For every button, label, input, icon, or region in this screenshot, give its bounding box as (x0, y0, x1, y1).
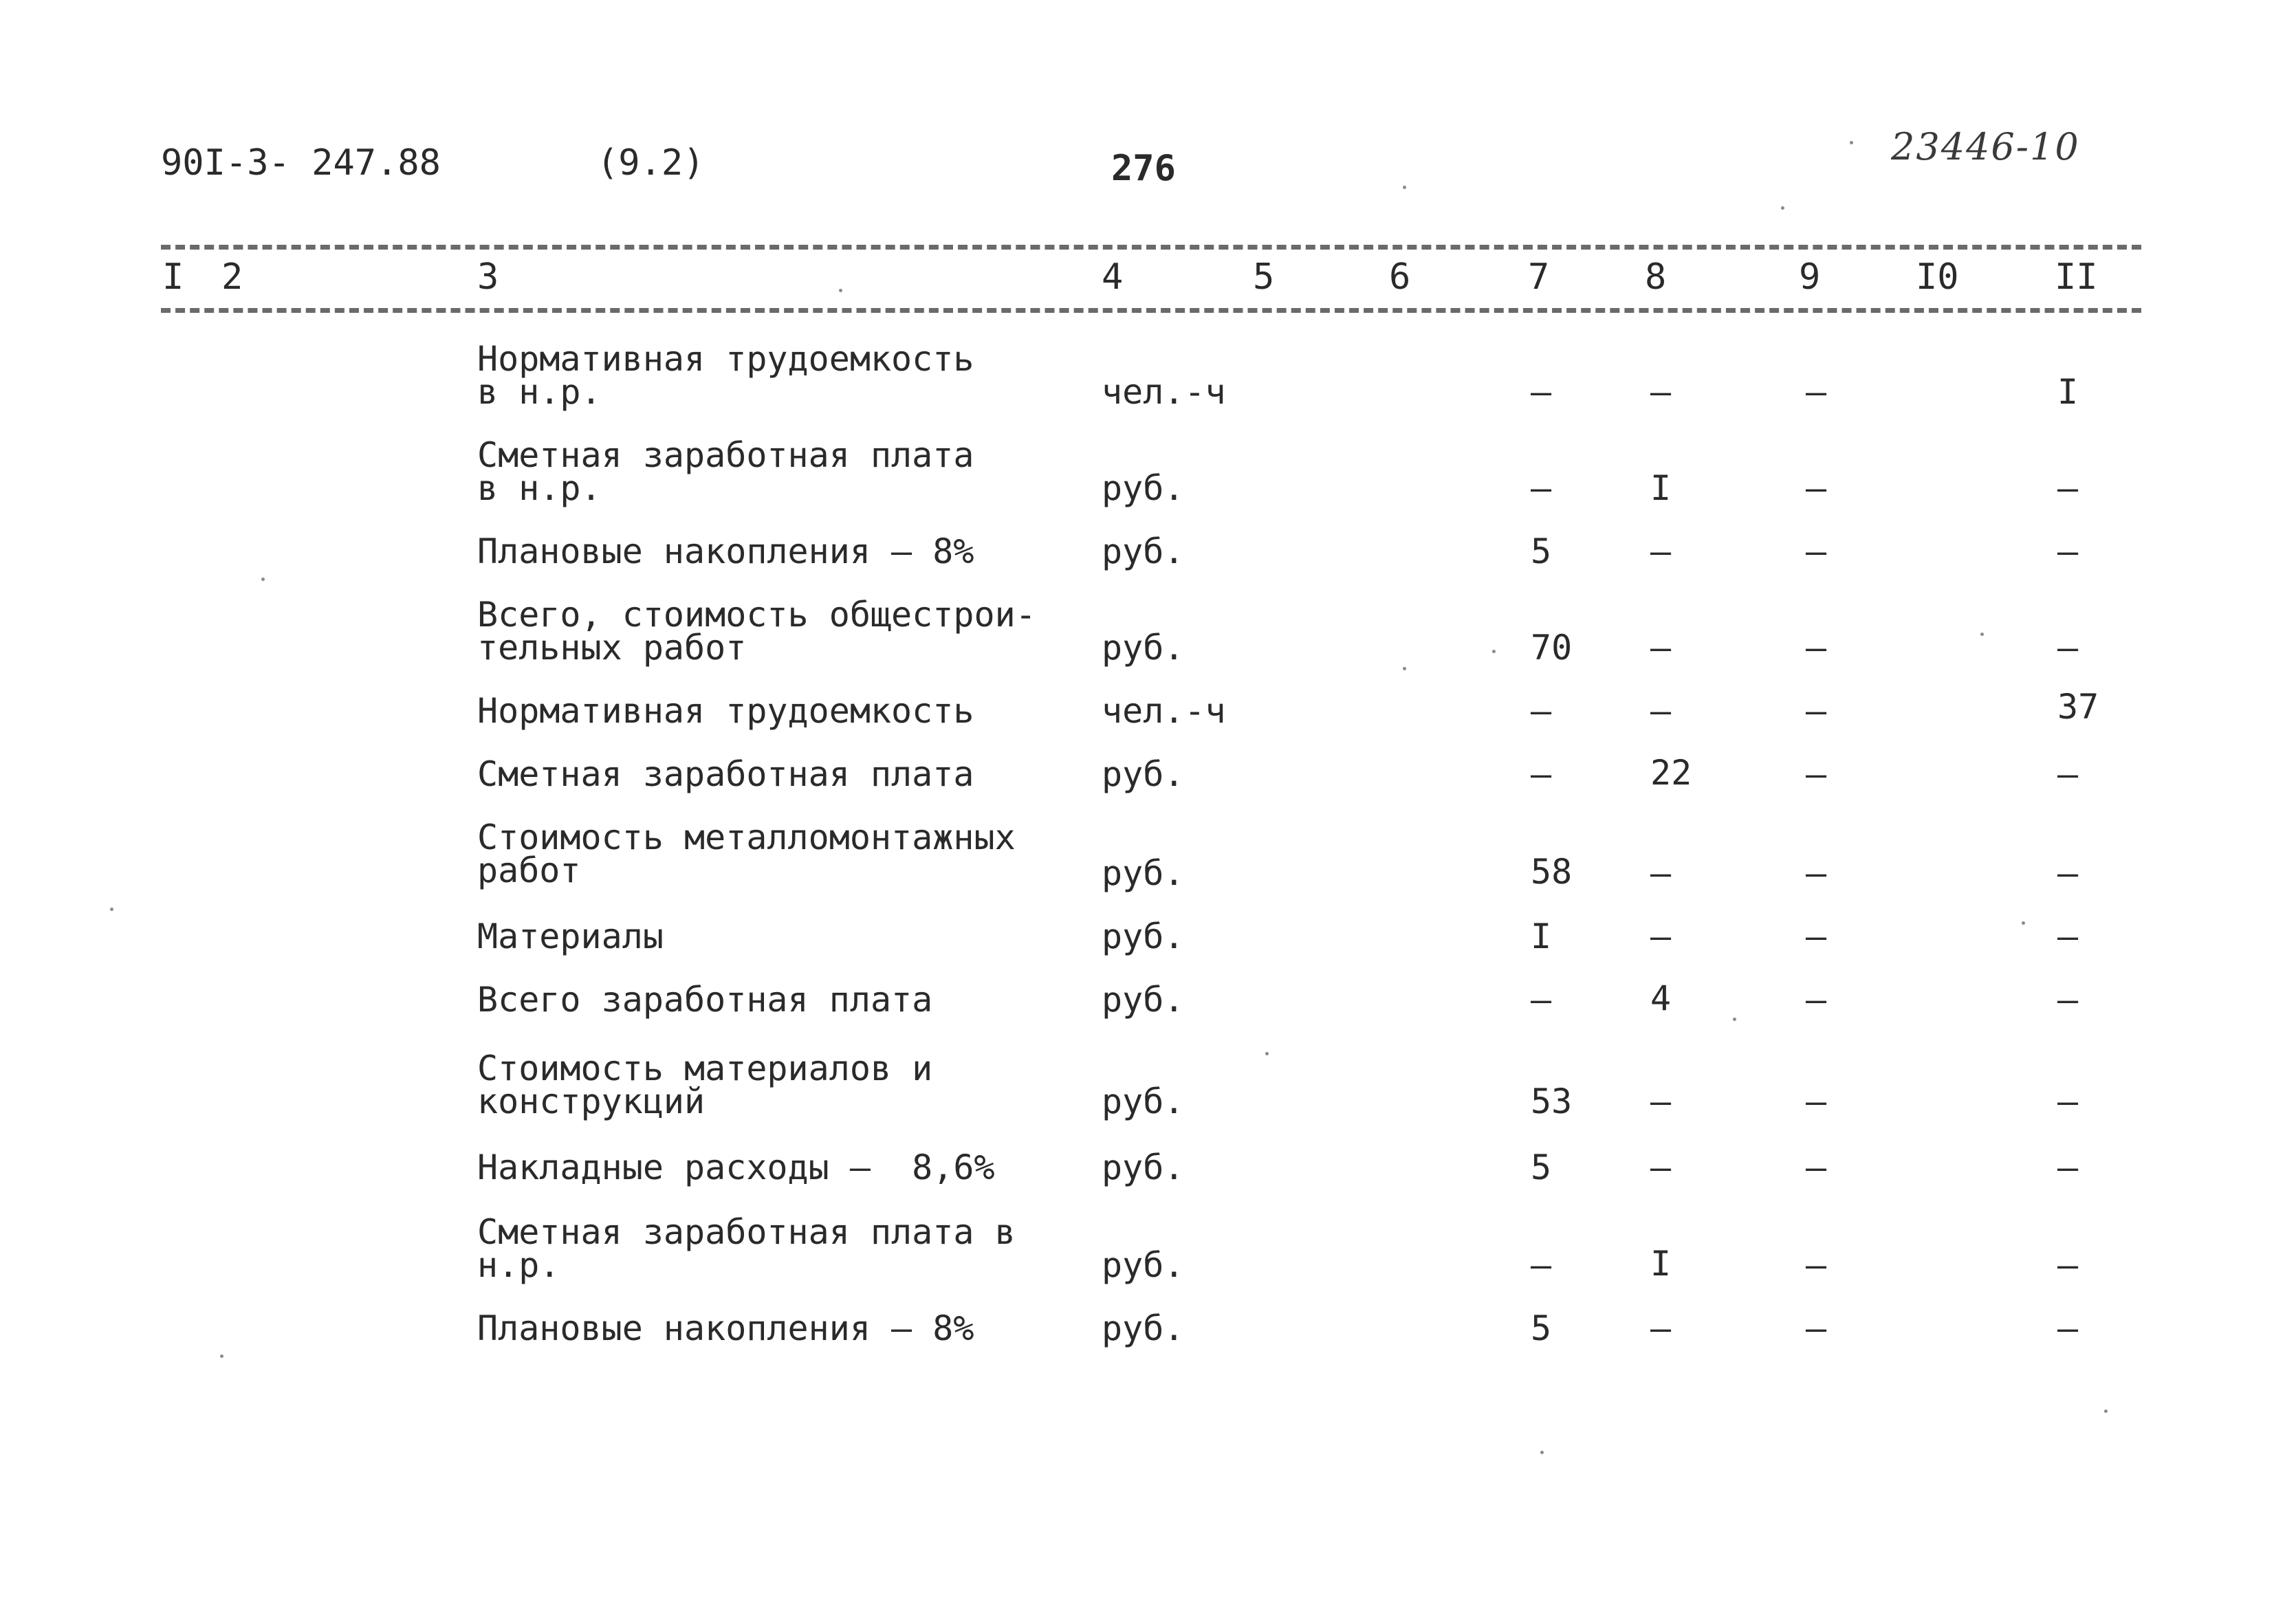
row-unit: чел.-ч (1102, 691, 1226, 731)
scan-speck (2022, 921, 2025, 925)
row-value-col8: – (1650, 1082, 1672, 1121)
column-header-5: 5 (1253, 256, 1275, 298)
row-value-col8: – (1650, 531, 1672, 571)
row-label-continuation: в н.р. (477, 372, 602, 412)
row-value-col7: – (1531, 468, 1552, 508)
row-label: Плановые накопления – 8% (477, 531, 974, 571)
document-code: 90I-3- 247.88 (161, 142, 441, 184)
row-unit: руб. (1102, 853, 1185, 893)
row-value-col7: – (1531, 754, 1552, 794)
header-top-rule (161, 245, 2141, 250)
row-label: Стоимость материалов и (477, 1049, 933, 1088)
column-header-3: 3 (477, 256, 499, 298)
row-value-col8: – (1650, 691, 1672, 731)
row-value-col11: 37 (2057, 687, 2099, 727)
row-value-col11: – (2057, 1245, 2079, 1285)
row-label-continuation: тельных работ (477, 628, 747, 668)
row-value-col11: – (2057, 853, 2079, 893)
row-value-col9: – (1806, 531, 1827, 571)
row-value-col9: – (1806, 372, 1827, 412)
handwritten-stamp-number: 23446-10 (1891, 125, 2080, 168)
row-unit: руб. (1102, 531, 1185, 571)
row-value-col9: – (1806, 1308, 1827, 1348)
row-value-col7: – (1531, 980, 1552, 1020)
scan-speck (1781, 206, 1784, 210)
row-unit: руб. (1102, 1082, 1185, 1121)
column-header-6: 6 (1389, 256, 1411, 298)
row-value-col7: 5 (1531, 1148, 1552, 1187)
row-value-col9: – (1806, 853, 1827, 893)
row-value-col7: 5 (1531, 1308, 1552, 1348)
row-value-col11: – (2057, 1308, 2079, 1348)
scan-speck (1850, 141, 1853, 144)
row-value-col7: 70 (1531, 628, 1573, 668)
column-header-7: 7 (1528, 256, 1550, 298)
row-unit: руб. (1102, 917, 1185, 956)
row-value-col8: – (1650, 628, 1672, 668)
row-value-col8: – (1650, 372, 1672, 412)
scan-speck (261, 578, 265, 581)
row-unit: руб. (1102, 1245, 1185, 1285)
row-label: Нормативная трудоемкость (477, 691, 974, 731)
row-value-col11: – (2057, 1148, 2079, 1187)
row-label: Сметная заработная плата (477, 435, 974, 475)
row-label: Плановые накопления – 8% (477, 1308, 974, 1348)
row-value-col8: 4 (1650, 978, 1672, 1018)
column-header-2: 2 (221, 256, 243, 298)
scan-speck (220, 1354, 223, 1358)
row-value-col9: – (1806, 468, 1827, 508)
row-value-col11: – (2057, 980, 2079, 1020)
row-value-col11: – (2057, 754, 2079, 794)
scan-speck (1492, 650, 1496, 653)
scan-speck (1980, 633, 1984, 636)
row-label: Накладные расходы – 8,6% (477, 1148, 995, 1187)
row-value-col8: I (1650, 468, 1672, 508)
row-value-col8: I (1650, 1244, 1672, 1284)
row-label: Всего, стоимость общестрои- (477, 595, 1036, 635)
scan-speck (1403, 186, 1406, 189)
row-value-col8: 22 (1650, 753, 1692, 793)
row-value-col7: 5 (1531, 531, 1552, 571)
row-value-col7: I (1531, 917, 1552, 956)
column-header-10: I0 (1916, 256, 1959, 298)
row-unit: руб. (1102, 1308, 1185, 1348)
scan-speck (1540, 1451, 1544, 1454)
row-value-col9: – (1806, 980, 1827, 1020)
row-value-col11: – (2057, 628, 2079, 668)
row-unit: чел.-ч (1102, 372, 1226, 412)
row-label: Стоимость металломонтажных (477, 818, 1016, 857)
row-label: Всего заработная плата (477, 980, 933, 1020)
row-label-continuation: работ (477, 851, 581, 890)
row-value-col9: – (1806, 628, 1827, 668)
column-header-9: 9 (1799, 256, 1821, 298)
row-label: Нормативная трудоемкость (477, 339, 974, 379)
row-value-col9: – (1806, 1245, 1827, 1285)
row-value-col7: 53 (1531, 1082, 1573, 1121)
scan-speck (110, 908, 113, 911)
row-label-continuation: н.р. (477, 1245, 560, 1285)
row-value-col9: – (1806, 691, 1827, 731)
scan-speck (1733, 1018, 1736, 1021)
row-value-col9: – (1806, 754, 1827, 794)
row-value-col9: – (1806, 1148, 1827, 1187)
row-unit: руб. (1102, 468, 1185, 508)
row-label-continuation: конструкций (477, 1082, 706, 1121)
row-value-col7: – (1531, 691, 1552, 731)
column-header-8: 8 (1645, 256, 1667, 298)
row-value-col8: – (1650, 853, 1672, 893)
row-label-continuation: в н.р. (477, 468, 602, 508)
row-value-col11: I (2057, 372, 2079, 412)
scan-speck (1265, 1052, 1269, 1055)
row-value-col7: – (1531, 372, 1552, 412)
row-value-col11: – (2057, 917, 2079, 956)
row-label: Материалы (477, 917, 664, 956)
row-label: Сметная заработная плата в (477, 1212, 1016, 1252)
row-value-col9: – (1806, 917, 1827, 956)
row-value-col8: – (1650, 1308, 1672, 1348)
scan-speck (1403, 667, 1406, 670)
row-unit: руб. (1102, 628, 1185, 668)
row-value-col11: – (2057, 468, 2079, 508)
column-header-4: 4 (1102, 256, 1124, 298)
section-number: (9.2) (597, 142, 705, 184)
row-value-col7: – (1531, 1245, 1552, 1285)
row-value-col11: – (2057, 531, 2079, 571)
row-label: Сметная заработная плата (477, 754, 974, 794)
header-bottom-rule (161, 308, 2141, 313)
row-value-col8: – (1650, 1148, 1672, 1187)
row-value-col7: 58 (1531, 852, 1573, 892)
scan-speck (839, 289, 842, 292)
row-unit: руб. (1102, 1148, 1185, 1187)
page-number: 276 (1111, 148, 1176, 189)
column-header-11: II (2055, 256, 2098, 298)
row-unit: руб. (1102, 980, 1185, 1020)
scan-speck (2104, 1409, 2108, 1413)
row-value-col11: – (2057, 1082, 2079, 1121)
column-header-1: I (162, 256, 184, 298)
row-unit: руб. (1102, 754, 1185, 794)
row-value-col8: – (1650, 917, 1672, 956)
row-value-col9: – (1806, 1082, 1827, 1121)
